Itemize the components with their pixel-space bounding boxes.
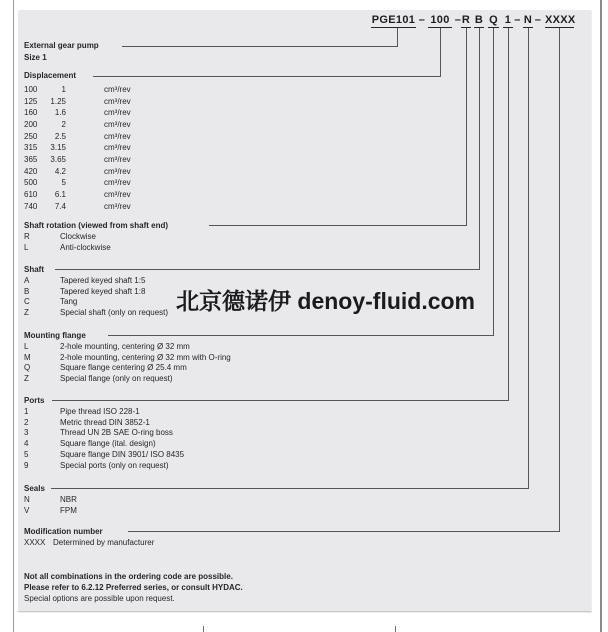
option-row bbox=[24, 308, 168, 319]
connector-line bbox=[128, 531, 560, 532]
connector-line bbox=[493, 28, 494, 335]
option-code: 100 bbox=[24, 85, 38, 94]
section-displacement bbox=[24, 70, 131, 212]
watermark-text: 北京德诺伊 denoy-fluid.com bbox=[176, 288, 475, 314]
connector-line bbox=[528, 28, 529, 488]
option-unit: cm³/rev bbox=[104, 108, 131, 118]
option-code: 250 bbox=[24, 131, 38, 141]
table-row bbox=[24, 189, 131, 201]
connector-line bbox=[440, 28, 441, 76]
option-row bbox=[24, 232, 168, 243]
option-row bbox=[24, 287, 168, 298]
option-row bbox=[24, 276, 168, 287]
option-value: 4.2 bbox=[54, 166, 66, 176]
code-segment-series: PGE101 bbox=[371, 14, 416, 26]
cutoff-table-border bbox=[395, 626, 396, 632]
option-row bbox=[24, 538, 154, 549]
option-description: Tapered keyed shaft 1:5 bbox=[60, 276, 146, 285]
option-code: A bbox=[24, 276, 30, 285]
section-title: Seals bbox=[24, 484, 45, 493]
section-mounting-flange bbox=[24, 330, 231, 385]
connector-line bbox=[559, 28, 560, 531]
section-title: Mounting flange bbox=[24, 331, 86, 340]
displacement-table bbox=[24, 84, 131, 212]
option-code: 365 bbox=[24, 154, 38, 164]
section-ports bbox=[24, 395, 184, 471]
option-unit: cm³/rev bbox=[104, 166, 131, 176]
option-code: Q bbox=[24, 363, 31, 373]
option-code: Z bbox=[24, 308, 29, 318]
section-shaft-rotation bbox=[24, 220, 168, 253]
table-row bbox=[24, 201, 131, 213]
page-left-rule bbox=[13, 0, 14, 632]
connector-line bbox=[209, 225, 467, 226]
option-code: 9 bbox=[24, 460, 29, 470]
section-shaft bbox=[24, 264, 168, 319]
code-dash: – bbox=[454, 14, 462, 26]
code-segment-seals: N bbox=[523, 14, 533, 26]
connector-line bbox=[397, 28, 398, 46]
option-description: NBR bbox=[60, 495, 77, 504]
note-line: Special options are possible upon request. bbox=[24, 594, 175, 603]
code-segment-modification: XXXX bbox=[545, 14, 576, 26]
option-description: Square flange (ital. design) bbox=[60, 439, 156, 449]
option-code: 315 bbox=[24, 143, 38, 153]
option-code: R bbox=[24, 232, 30, 241]
option-code: 610 bbox=[24, 189, 38, 199]
option-row bbox=[24, 495, 77, 506]
section-title: Ports bbox=[24, 396, 45, 405]
section-title: External gear pump bbox=[24, 41, 99, 50]
option-code: 4 bbox=[24, 439, 29, 449]
option-row bbox=[24, 243, 168, 254]
option-unit: cm³/rev bbox=[104, 154, 131, 164]
connector-line bbox=[122, 46, 398, 47]
option-code: 500 bbox=[24, 178, 38, 188]
option-unit: cm³/rev bbox=[104, 119, 131, 129]
option-description: 2-hole mounting, centering Ø 32 mm bbox=[60, 342, 190, 351]
option-code: L bbox=[24, 242, 29, 252]
table-row bbox=[24, 107, 131, 119]
option-code: 1 bbox=[24, 407, 29, 416]
note-line: Please refer to 6.2.12 Preferred series, or consult HYDAC. bbox=[24, 583, 243, 592]
option-code: 200 bbox=[24, 119, 38, 129]
option-description: Special flange (only on request) bbox=[60, 374, 173, 384]
option-value: 1.25 bbox=[50, 96, 66, 106]
table-row bbox=[24, 154, 131, 166]
option-value: 1 bbox=[61, 85, 66, 94]
option-description: FPM bbox=[60, 505, 77, 515]
section-external-gear-pump bbox=[24, 40, 99, 64]
option-unit: cm³/rev bbox=[104, 189, 131, 199]
code-dash: – bbox=[514, 14, 521, 26]
option-code: C bbox=[24, 297, 30, 307]
option-value: 7.4 bbox=[54, 201, 66, 211]
section-title: Shaft bbox=[24, 265, 44, 274]
option-code: 420 bbox=[24, 166, 38, 176]
option-value: 2 bbox=[61, 119, 66, 129]
option-description: Special ports (only on request) bbox=[60, 460, 169, 470]
option-code: L bbox=[24, 342, 29, 351]
section-seals bbox=[24, 483, 77, 516]
option-code: XXXX bbox=[24, 538, 46, 547]
option-description: Clockwise bbox=[60, 232, 97, 241]
option-row bbox=[24, 506, 77, 517]
section-title: Shaft rotation (viewed from shaft end) bbox=[24, 221, 169, 230]
option-unit: cm³/rev bbox=[104, 85, 131, 94]
connector-line bbox=[479, 28, 480, 269]
option-unit: cm³/rev bbox=[104, 131, 131, 141]
option-row bbox=[24, 439, 184, 450]
option-value: 6.1 bbox=[54, 189, 66, 199]
option-description: Anti-clockwise bbox=[60, 242, 111, 252]
table-row bbox=[24, 166, 131, 178]
note-line: Not all combinations in the ordering code are possible. bbox=[24, 572, 233, 581]
table-row bbox=[24, 177, 131, 189]
option-row bbox=[24, 461, 184, 472]
option-row bbox=[24, 363, 231, 374]
page-right-rule bbox=[600, 0, 602, 632]
code-segment-rotation: R bbox=[461, 14, 471, 26]
option-code: B bbox=[24, 286, 30, 296]
option-row bbox=[24, 450, 184, 461]
option-code: V bbox=[24, 505, 30, 515]
option-description: Metric thread DIN 3852-1 bbox=[60, 417, 150, 427]
option-code: Z bbox=[24, 374, 29, 384]
option-code: 3 bbox=[24, 428, 29, 438]
code-dash: – bbox=[418, 14, 426, 26]
option-unit: cm³/rev bbox=[104, 143, 131, 153]
code-segment-flange: Q bbox=[489, 14, 498, 26]
option-value: 1.6 bbox=[54, 108, 66, 118]
code-segment-ports: 1 bbox=[504, 14, 512, 26]
code-segment-displacement: 100 bbox=[428, 14, 452, 28]
code-segment-shaft: B bbox=[474, 14, 484, 26]
connector-line bbox=[466, 28, 467, 225]
connector-line bbox=[93, 76, 441, 77]
option-code: 160 bbox=[24, 108, 38, 118]
option-unit: cm³/rev bbox=[104, 96, 131, 106]
option-row bbox=[24, 297, 168, 308]
footer-notes bbox=[24, 571, 243, 604]
option-description: Square flange DIN 3901/ ISO 8435 bbox=[60, 449, 185, 459]
table-row bbox=[24, 96, 131, 108]
option-row bbox=[24, 353, 231, 364]
code-dash: – bbox=[534, 14, 542, 26]
option-description: Thread UN 2B SAE O-ring boss bbox=[60, 428, 173, 438]
table-row bbox=[24, 119, 131, 131]
option-code: 125 bbox=[24, 96, 38, 106]
option-unit: cm³/rev bbox=[104, 178, 131, 188]
option-unit: cm³/rev bbox=[104, 201, 131, 211]
pump-size: Size 1 bbox=[24, 53, 47, 62]
option-description: Pipe thread ISO 228-1 bbox=[60, 407, 140, 416]
option-row bbox=[24, 407, 184, 418]
option-description: Tang bbox=[60, 297, 78, 307]
section-modification-number bbox=[24, 526, 154, 549]
option-row bbox=[24, 418, 184, 429]
connector-line bbox=[51, 488, 529, 489]
option-row bbox=[24, 428, 184, 439]
option-description: Special shaft (only on request) bbox=[60, 308, 169, 318]
table-row bbox=[24, 142, 131, 154]
option-value: 2.5 bbox=[54, 131, 66, 141]
option-value: 3.15 bbox=[50, 143, 66, 153]
option-value: 3.65 bbox=[50, 154, 66, 164]
option-code: M bbox=[24, 352, 31, 362]
section-title: Displacement bbox=[24, 71, 77, 80]
option-code: N bbox=[24, 495, 30, 504]
option-description: Determined by manufacturer bbox=[53, 538, 155, 547]
option-description: Tapered keyed shaft 1:8 bbox=[60, 286, 146, 296]
cutoff-table-border bbox=[203, 626, 204, 632]
option-row bbox=[24, 342, 231, 353]
option-code: 2 bbox=[24, 417, 29, 427]
option-row bbox=[24, 374, 231, 385]
section-title: Modification number bbox=[24, 527, 103, 536]
option-value: 5 bbox=[61, 178, 66, 188]
option-code: 740 bbox=[24, 201, 38, 211]
table-row bbox=[24, 84, 131, 96]
option-code: 5 bbox=[24, 449, 29, 459]
table-row bbox=[24, 131, 131, 143]
connector-line bbox=[508, 28, 509, 400]
option-description: 2-hole mounting, centering Ø 32 mm with O-ring bbox=[60, 352, 231, 362]
option-description: Square flange centering Ø 25.4 mm bbox=[60, 363, 187, 373]
